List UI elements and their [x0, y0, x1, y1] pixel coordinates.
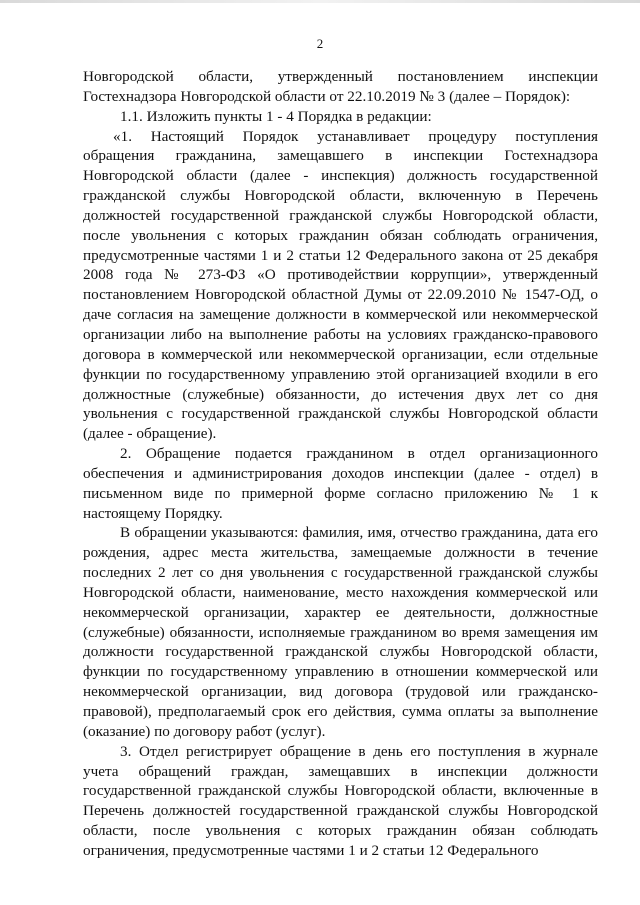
scan-edge — [0, 0, 640, 3]
paragraph-item-2-details: В обращении указываются: фамилия, имя, отчество гражданина, дата его рождения, адрес места жительства, замещаемые должности в течение последних 2 лет со дня увольнения с государственной гражданской службы Новгородской области, наименование, место нахождения коммерческой или некоммерческой организации, характер ее деятельности, должностные (служебные) обязанности, исполняемые гражданином во время замещения им должности государственной гражданской службы Новгородской области, функции по государственному управлению в отношении коммерческой или некоммерческой организации, вид договора (трудовой или гражданско-правовой), предполагаемый срок его действия, сумма оплаты за выполнение (оказание) по договору работ (услуг). — [83, 524, 598, 740]
paragraph-1-1: 1.1. Изложить пункты 1 - 4 Порядка в редакции: — [120, 107, 432, 125]
document-body — [83, 67, 598, 861]
paragraph-item-1: «1. Настоящий Порядок устанавливает процедуру поступления обращения гражданина, замещавшего в инспекции Гостехнадзора Новгородской области (далее - инспекция) должность государственной гражданской службы Новгородской области, включенную в Перечень должностей государственной гражданской службы Новгородской области, после увольнения с которых гражданин обязан соблюдать ограничения, предусмотренные частями 1 и 2 статьи 12 Федерального закона от 25 декабря 2008 года № 273-ФЗ «О противодействии коррупции», утвержденный постановлением Новгородской областной Думы от 22.09.2010 № 1547-ОД, о даче согласия на замещение должности в коммерческой или некоммерческой организации либо на выполнение работы на условиях гражданско-правового договора в коммерческой или некоммерческой организации, если отдельные функции по государственному управлению этой организацией входили в его должностные (служебные) обязанности, до истечения двух лет со дня увольнения с государственной гражданской службы Новгородской области (далее - обращение). — [83, 127, 598, 443]
page-number: 2 — [316, 36, 324, 51]
paragraph-intro: Новгородской области, утвержденный постановлением инспекции Гостехнадзора Новгородской области от 22.10.2019 № 3 (далее – Порядок): — [83, 68, 598, 105]
paragraph-item-3: 3. Отдел регистрирует обращение в день его поступления в журнале учета обращений граждан, замещавших в инспекции должности государственной гражданской службы Новгородской области, включенные в Перечень должностей государственной гражданской службы Новгородской области, после увольнения с которых гражданин обязан соблюдать ограничения, предусмотренные частями 1 и 2 статьи 12 Федерального — [83, 742, 598, 859]
paragraph-item-2: 2. Обращение подается гражданином в отдел организационного обеспечения и администрирования доходов инспекции (далее - отдел) в письменном виде по примерной форме согласно приложению № 1 к настоящему Порядку. — [83, 445, 598, 522]
